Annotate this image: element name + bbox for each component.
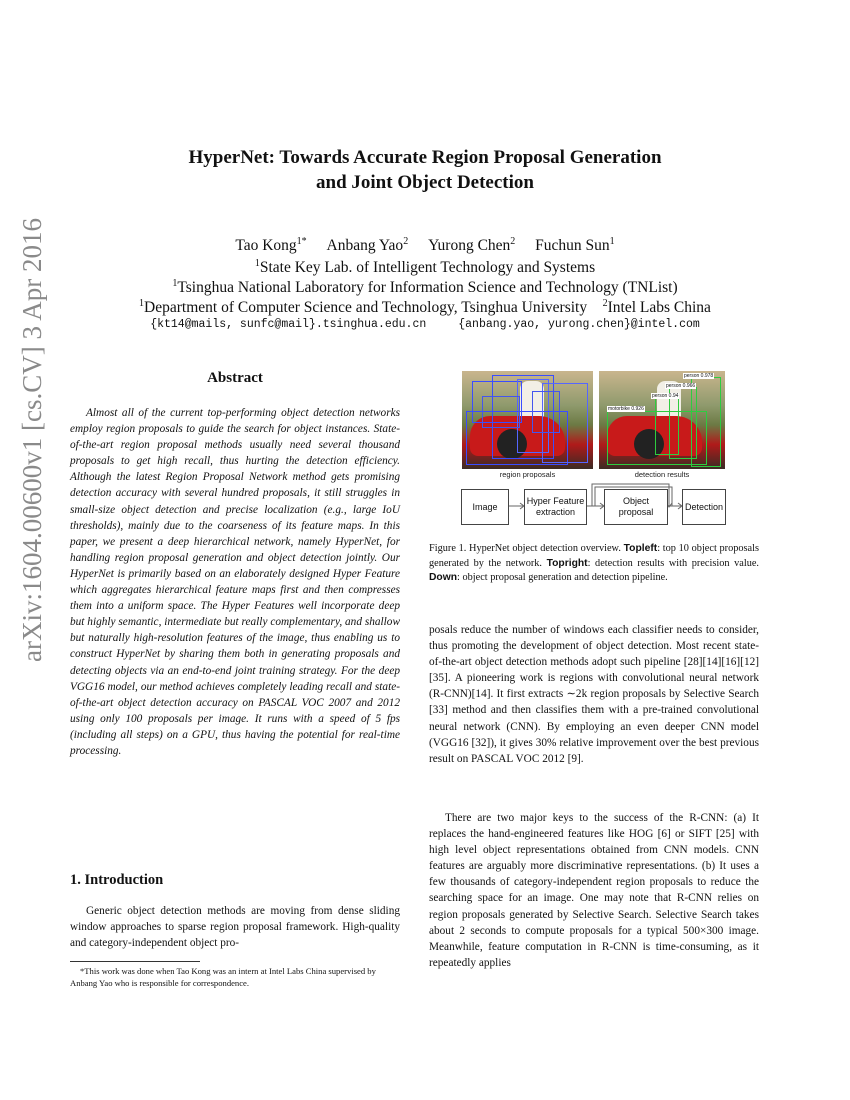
author: Yurong Chen$^2$: [428, 236, 516, 255]
label-detection-results: detection results: [634, 470, 690, 479]
detection-label: person 0.978: [684, 373, 714, 379]
abstract-text: Almost all of the current top-performing object detection networks employ region proposals to guide the search for object instances. State-of-the-art region proposal methods usually need several thousand proposals to get high recall, thus hurting the detection efficiency. Although the latest Region Proposal Network method gets promising detection accuracy with several hundred proposals, it still struggles in small-size object detection and precise localization (e.g., large IoU thresholds), mainly due to the coarseness of its feature maps. In this paper, we present a deep hierarchical network, namely HyperNet, for handling region proposal generation and object detection jointly. Our HyperNet is primarily based on an elaborately designed Hyper Feature which aggregates hierarchical feature maps first and then compresses them into a uniform space. The Hyper Features well incorporate deep but highly semantic, intermediate but really complementary, and shallow but naturally high-resolution features of the image, thus enabling us to construct HyperNet by sharing them both in generating proposals and detecting objects via an end-to-end joint training strategy. For the deep VGG16 model, our method achieves completely leading recall and state-of-the-art object detection accuracy on PASCAL VOC 2007 and 2012 using only 100 proposals per image. It runs with a speed of 5 fps (including all steps) on a GPU, thus having the potential for real-time processing.: [70, 407, 400, 757]
author: Fuchun Sun$^1$: [535, 236, 615, 255]
detection-label: person 0.966: [666, 383, 696, 389]
body-paragraph: posals reduce the number of windows each classifier needs to consider, thus promoting the development of object detection. Most recent state-of-the-art object detection methods adopt such pipeline [28][14][16][12][35]. A pioneering work is regions with convolutional neural network (R-CNN)[14]. It first extracts ∼2k region proposals by Selective Search [33] method and then classifies them with a pre-trained convolutional neural network (CNN). By employing an even deeper CNN model (VGG16 [32]), it gives 30% relative improvement over the best previous result on PASCAL VOC 2012 [9].: [429, 624, 759, 765]
label-region-proposals: region proposals: [499, 470, 556, 479]
author-list: [100, 232, 750, 256]
figure-1: [429, 366, 759, 536]
body-paragraph: There are two major keys to the success of the R-CNN: (a) It replaces the hand-engineered features like HOG [6] or SIFT [25] with high level object representations obtained from CNN models. CNN features are arguably more discriminative representations. (b) It uses a few thousands of category-independent region proposals to reduce the searching space for an image. One may note that R-CNN relies on region proposals generated by Selective Search. Selective Search takes about 2 seconds to compute proposals for a typical 500×300 image. Meanwhile, feature computation in R-CNN is time-consuming, as it repeatedly applies: [429, 812, 759, 969]
arxiv-identifier: arXiv:1604.00600v1 [cs.CV] 3 Apr 2016: [17, 218, 47, 662]
intro-paragraph: Generic object detection methods are moving from dense sliding window approaches to sparse region proposal framework. High-quality and category-independent object pro-: [70, 905, 400, 950]
affiliation: $^1$State Key Lab. of Intelligent Technology and Systems: [254, 258, 596, 277]
footnote-rule: [70, 961, 200, 962]
figure-1-caption: Figure 1. HyperNet object detection overview. Topleft: top 10 object proposals generated by the network. Topright: detection results with precision value. Down: object proposal generation and detection pipeline.: [429, 543, 759, 583]
author: Anbang Yao$^2$: [326, 236, 409, 255]
detection-label: motorbike 0.926: [608, 406, 644, 412]
abstract-heading: Abstract: [207, 370, 263, 386]
flow-box-object-proposal: Object proposal: [604, 489, 668, 525]
detection-label: person 0.94: [652, 393, 679, 399]
title-line-2: and Joint Object Detection: [316, 172, 534, 193]
author: Tao Kong$^{1*}$: [235, 236, 307, 255]
affiliation: $^1$Tsinghua National Laboratory for Information Science and Technology (TNList): [172, 278, 678, 297]
paper-title: [100, 145, 750, 195]
section-heading-introduction: 1. Introduction: [70, 872, 164, 888]
flow-box-image: Image: [461, 489, 509, 525]
email-tsinghua: {kt14@mails, sunfc@mail}.tsinghua.edu.cn: [150, 318, 427, 331]
flow-box-hyper-feature-extraction: Hyper Feature extraction: [524, 489, 587, 525]
email-intel: {anbang.yao, yurong.chen}@intel.com: [458, 318, 700, 331]
affiliation: $^1$Department of Computer Science and Technology, Tsinghua University $^2$Intel Labs China: [139, 298, 711, 317]
footnote: *This work was done when Tao Kong was an intern at Intel Labs China supervised by Anbang Yao who is responsible for correspondence.: [70, 966, 376, 988]
title-line-1: HyperNet: Towards Accurate Region Proposal Generation: [188, 147, 662, 168]
flow-box-detection: Detection: [682, 489, 726, 525]
author-emails: [60, 318, 790, 331]
